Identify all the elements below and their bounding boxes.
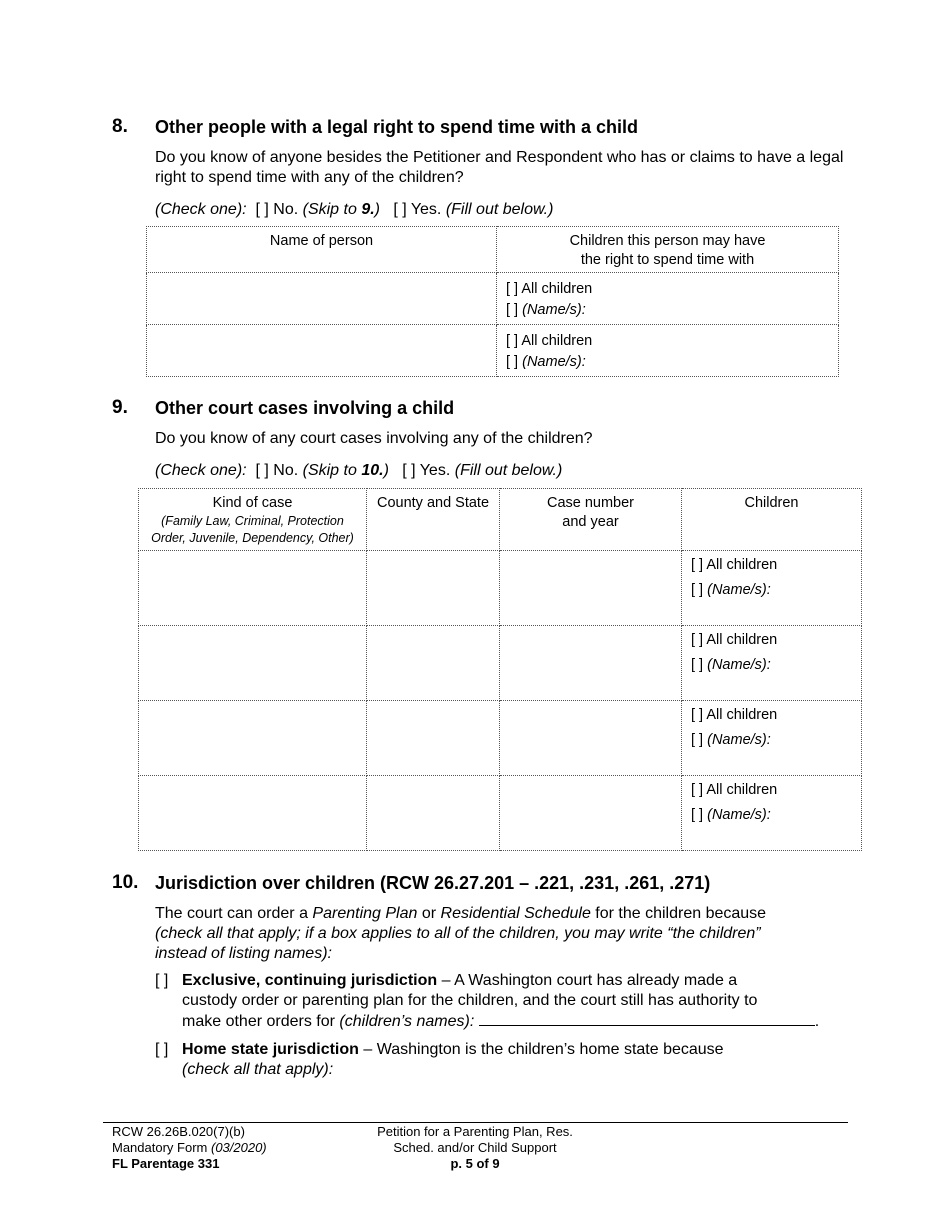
footer-middle: Petition for a Parenting Plan, Res. Sched. and/or Child Support p. 5 of 9 [377,1124,573,1171]
exclusive-jurisdiction-option: Exclusive, continuing jurisdiction – A Washington court has already made a custody order or parenting plan for the children, and the court still has authority to make other orders for (children’s names): . [182,972,820,1030]
case-number-cell[interactable] [500,776,682,851]
section-8-title: Other people with a legal right to spend time with a child [155,117,639,137]
no-checkbox[interactable]: [ ] No. [255,462,299,479]
skip-post: ) [383,462,389,479]
children-cell [682,551,862,626]
kind-cell[interactable] [139,551,367,626]
skip-num: 9. [361,201,375,218]
section-9-check-line [155,461,562,481]
section-8-question: Do you know of anyone besides the Petitioner and Respondent who has or claims to have a legal right to spend time with any of the children? [155,149,844,186]
county-cell[interactable] [367,551,500,626]
case-number-cell[interactable] [500,551,682,626]
name-cell[interactable] [147,325,497,377]
header-name-of-person: Name of person [147,227,497,273]
children-cell [682,626,862,701]
children-cell [682,776,862,851]
name-cell[interactable] [147,273,497,325]
names-checkbox[interactable]: [ ] (Name/s): [691,582,771,598]
section-9-table [138,488,862,851]
section-10-intro: The court can order a Parenting Plan or Residential Schedule for the children because (check all that apply; if a box applies to all of the children, you may write “the children” instead of listing names): [155,905,767,962]
home-state-checkbox[interactable]: [ ] [155,1041,169,1058]
all-children-checkbox[interactable]: [ ] All children [691,707,778,723]
footer-left: RCW 26.26B.020(7)(b) Mandatory Form (03/2020) FL Parentage 331 [112,1124,267,1171]
section-8-table [146,226,839,377]
section-9-title: Other court cases involving a child [155,398,455,418]
section-8-check-line [155,200,553,220]
names-checkbox[interactable]: [ ] (Name/s): [691,807,771,823]
names-checkbox[interactable]: [ ] (Name/s): [691,732,771,748]
header-county-state: County and State [367,489,500,551]
table-row [147,325,839,377]
all-children-checkbox[interactable]: [ ] All children [691,782,778,798]
section-10-title: Jurisdiction over children (RCW 26.27.201 – .221, .231, .261, .271) [155,873,711,893]
section-10-number: 10. [112,872,139,893]
skip-post: ) [374,201,380,218]
county-cell[interactable] [367,701,500,776]
header-children: Children [682,489,862,551]
kind-cell[interactable] [139,776,367,851]
all-children-checkbox[interactable]: [ ] All children [691,557,778,573]
table-row [139,776,862,851]
case-number-cell[interactable] [500,626,682,701]
skip-num: 10. [361,462,384,479]
case-number-cell[interactable] [500,701,682,776]
home-state-option: Home state jurisdiction – Washington is the children’s home state because (check all that apply): [182,1041,724,1078]
county-cell[interactable] [367,776,500,851]
header-kind-of-case: Kind of case (Family Law, Criminal, Protection Order, Juvenile, Dependency, Other) [139,489,367,551]
table-row [139,626,862,701]
fill-out-label: (Fill out below.) [445,201,554,218]
table-row [139,701,862,776]
table-row [139,551,862,626]
skip-pre: (Skip to [302,462,362,479]
names-checkbox[interactable]: [ ] (Name/s): [691,657,771,673]
no-checkbox[interactable]: [ ] No. [255,201,299,218]
all-children-checkbox[interactable]: [ ] All children [506,333,593,349]
names-checkbox[interactable]: [ ] (Name/s): [506,302,586,318]
section-8-number: 8. [112,116,128,137]
section-9-number: 9. [112,397,128,418]
header-case-number: Case number and year [500,489,682,551]
all-children-checkbox[interactable]: [ ] All children [506,281,593,297]
names-checkbox[interactable]: [ ] (Name/s): [506,354,586,370]
skip-pre: (Skip to [302,201,362,218]
exclusive-jurisdiction-checkbox[interactable]: [ ] [155,972,169,989]
footer-rule [103,1122,848,1123]
kind-cell[interactable] [139,701,367,776]
table-row [147,273,839,325]
children-cell [497,325,839,377]
kind-cell[interactable] [139,626,367,701]
children-cell [497,273,839,325]
yes-checkbox[interactable]: [ ] Yes. [402,462,451,479]
check-one-label: (Check one): [155,462,247,479]
childrens-names-line[interactable] [479,1011,815,1026]
yes-checkbox[interactable]: [ ] Yes. [393,201,442,218]
check-one-label: (Check one): [155,201,247,218]
children-cell [682,701,862,776]
all-children-checkbox[interactable]: [ ] All children [691,632,778,648]
fill-out-label: (Fill out below.) [454,462,563,479]
section-9-question: Do you know of any court cases involving any of the children? [155,430,593,447]
header-children: Children this person may have the right to spend time with [497,227,839,273]
county-cell[interactable] [367,626,500,701]
